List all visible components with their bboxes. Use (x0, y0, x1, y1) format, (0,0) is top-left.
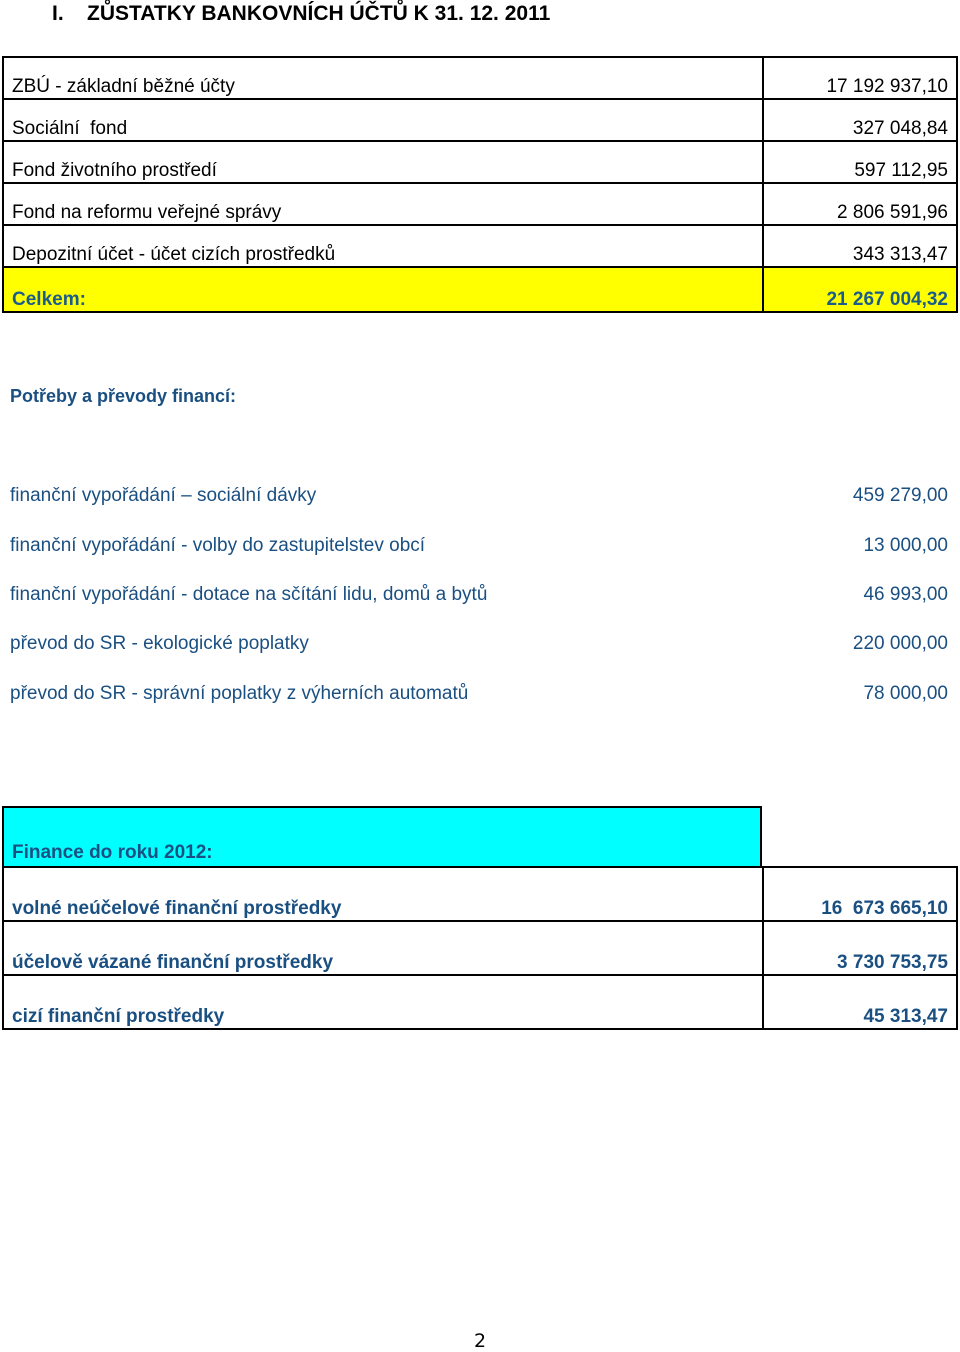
list-item (10, 683, 948, 707)
total-label (3, 267, 763, 312)
finance-label: účelově vázané finanční prostředky (3, 921, 763, 975)
needs-item-value: 46 993,00 (863, 584, 948, 605)
needs-item-label: finanční vypořádání – sociální dávky (10, 485, 317, 506)
finance-title-box (2, 806, 762, 868)
balance-label: ZBÚ - základní běžné účty (3, 57, 763, 99)
finance-value: 3 730 753,75 (763, 921, 957, 975)
needs-item-label: finanční vypořádání - volby do zastupitelstev obcí (10, 535, 426, 556)
table-row (3, 921, 957, 975)
list-item (10, 485, 948, 509)
needs-item-value: 13 000,00 (863, 535, 948, 556)
list-item (10, 633, 948, 657)
needs-item-value: 459 279,00 (852, 485, 948, 506)
list-item (10, 535, 948, 559)
finance-label: cizí finanční prostředky (3, 975, 763, 1029)
finance-value: 45 313,47 (763, 975, 957, 1029)
table-row (3, 141, 957, 183)
page-heading: I. ZŮSTATKY BANKOVNÍCH ÚČTŮ K 31. 12. 2011 (52, 2, 551, 25)
finance-table (2, 866, 958, 1030)
finance-label: volné neúčelové finanční prostředky (3, 867, 763, 921)
needs-title: Potřeby a převody financí: (10, 386, 237, 406)
total-value (763, 267, 957, 312)
needs-item-label: finanční vypořádání - dotace na sčítání lidu, domů a bytů (10, 584, 488, 605)
table-row (3, 225, 957, 267)
finance-title: Finance do roku 2012: (12, 842, 213, 863)
total-value-text: 21 267 004,32 (826, 289, 948, 310)
table-row (3, 99, 957, 141)
balance-label: Sociální fond (3, 99, 763, 141)
balance-value: 2 806 591,96 (763, 183, 957, 225)
balance-label: Fond na reformu veřejné správy (3, 183, 763, 225)
needs-item-value: 220 000,00 (852, 633, 948, 654)
balance-value: 17 192 937,10 (763, 57, 957, 99)
table-row (3, 975, 957, 1029)
table-row (3, 57, 957, 99)
balance-label: Fond životního prostředí (3, 141, 763, 183)
bank-balances-table (2, 56, 958, 313)
total-label-text: Celkem: (12, 289, 86, 310)
balance-value: 597 112,95 (763, 141, 957, 183)
table-row (3, 867, 957, 921)
needs-item-label: převod do SR - správní poplatky z výherních automatů (10, 683, 469, 704)
table-row (3, 183, 957, 225)
balance-value: 343 313,47 (763, 225, 957, 267)
page-number: 2 (473, 1330, 487, 1352)
balance-label: Depozitní účet - účet cizích prostředků (3, 225, 763, 267)
balance-value: 327 048,84 (763, 99, 957, 141)
needs-item-value: 78 000,00 (863, 683, 948, 704)
list-item (10, 584, 948, 608)
needs-item-label: převod do SR - ekologické poplatky (10, 633, 309, 654)
total-row (3, 267, 957, 312)
finance-value: 16 673 665,10 (763, 867, 957, 921)
